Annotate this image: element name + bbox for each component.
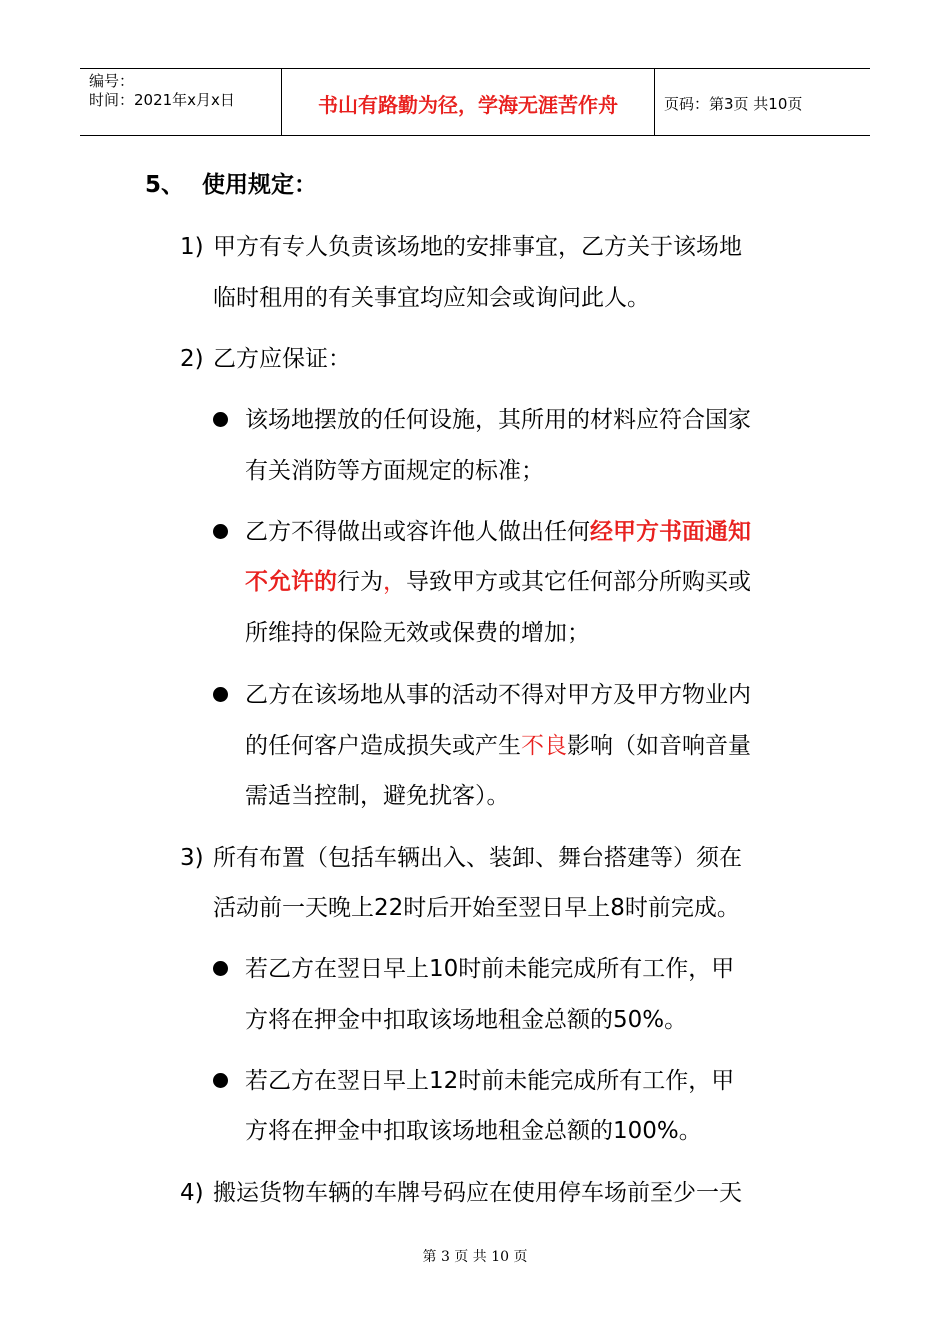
bullet-line: 该场地摆放的任何设施，其所用的材料应符合国家 (245, 407, 751, 433)
header-number-label: 编号： (89, 72, 135, 90)
text-run: 的任何客户造成损失或产生 (245, 733, 521, 759)
header-page-label: 页码：第3页 共10页 (664, 94, 803, 113)
header-motto: 书山有路勤为径，学海无涯苦作舟 (282, 69, 655, 135)
paragraph-line: 搬运货物车辆的车牌号码应在使用停车场前至少一天 (213, 1180, 742, 1206)
paragraph-line: 甲方有专人负责该场地的安排事宜，乙方关于该场地 (213, 234, 742, 260)
bullet-dot (213, 1073, 228, 1088)
bullet-line: 方将在押金中扣取该场地租金总额的50%。 (245, 1007, 688, 1033)
bullet-dot (213, 524, 228, 539)
bullet-line: 所维持的保险无效或保费的增加； (245, 620, 590, 646)
item-number: 2) (180, 346, 204, 372)
text-run: 乙方不得做出或容许他人做出任何 (245, 519, 590, 545)
text-run: 影响（如音响音量 (567, 733, 751, 759)
bullet-line (245, 731, 751, 761)
header-left-cell (80, 69, 282, 135)
bullet-line: 乙方在该场地从事的活动不得对甲方及甲方物业内 (245, 682, 751, 708)
document-header (80, 68, 870, 136)
bullet-line: 若乙方在翌日早上12时前未能完成所有工作，甲 (245, 1068, 735, 1094)
page-footer: 第 3 页 共 10 页 (422, 1249, 528, 1265)
bullet-line: 有关消防等方面规定的标准； (245, 458, 544, 484)
paragraph-line: 所有布置（包括车辆出入、装卸、舞台搭建等）须在 (213, 845, 742, 871)
header-date-label: 时间：2021年x月x日 (89, 91, 235, 109)
bullet-line (245, 517, 751, 547)
highlighted-text: 不允许的 (245, 569, 337, 595)
bullet-line (245, 567, 751, 597)
bullet-line: 需适当控制，避免扰客）。 (245, 783, 510, 809)
paragraph-line: 乙方应保证： (213, 346, 351, 372)
section-title: 使用规定： (202, 172, 318, 198)
text-run: 导致甲方或其它任何部分所购买或 (406, 569, 751, 595)
paragraph-line: 临时租用的有关事宜均应知会或询问此人。 (213, 285, 650, 311)
highlighted-text: 不良 (521, 733, 567, 759)
highlighted-text: 经甲方书面通知 (590, 519, 751, 545)
bullet-dot (213, 412, 228, 427)
highlighted-text: ， (383, 569, 406, 595)
section-heading (145, 170, 317, 200)
section-number: 5、 (145, 172, 185, 198)
item-number: 3) (180, 845, 204, 871)
item-number: 1) (180, 234, 204, 260)
text-run: 行为 (337, 569, 383, 595)
item-number: 4) (180, 1180, 204, 1206)
bullet-line: 若乙方在翌日早上10时前未能完成所有工作，甲 (245, 956, 735, 982)
bullet-line: 方将在押金中扣取该场地租金总额的100%。 (245, 1118, 702, 1144)
paragraph-line: 活动前一天晚上22时后开始至翌日早上8时前完成。 (213, 895, 740, 921)
bullet-dot (213, 961, 228, 976)
bullet-dot (213, 687, 228, 702)
